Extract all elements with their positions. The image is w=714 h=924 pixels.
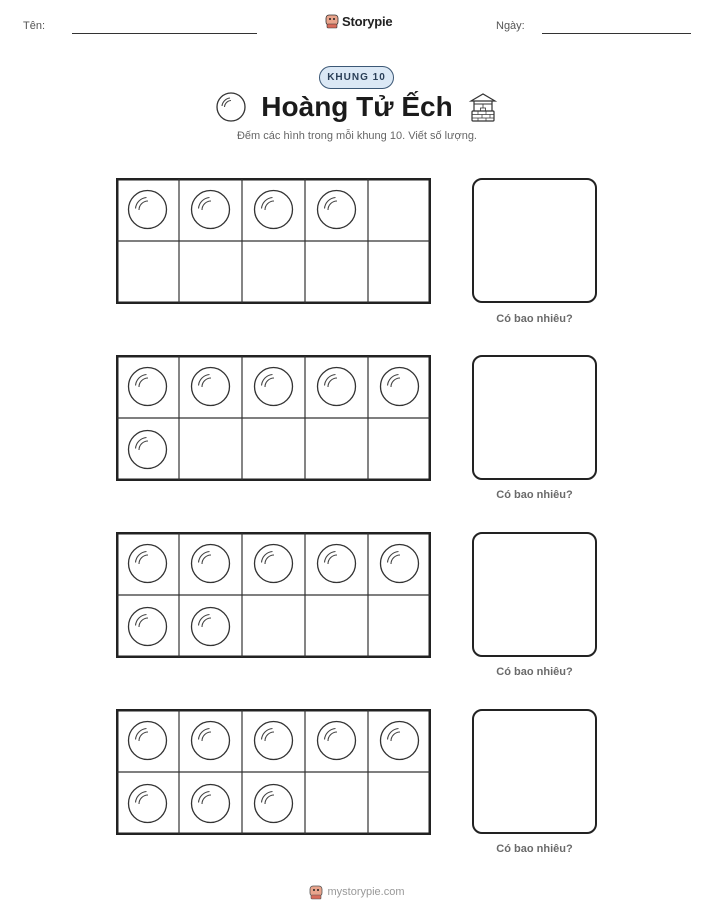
bubble-icon	[381, 722, 419, 760]
bubble-icon	[192, 368, 230, 406]
bubble-icon	[192, 722, 230, 760]
bubble-icon	[318, 191, 356, 229]
bubble-icon	[192, 191, 230, 229]
date-label: Ngày:	[496, 20, 525, 32]
bubble-icon	[318, 722, 356, 760]
bubble-icon	[192, 785, 230, 823]
section-badge: KHUNG 10	[319, 66, 394, 89]
answer-box-3[interactable]	[472, 532, 597, 657]
bubble-icon	[215, 91, 247, 123]
bubble-icon	[381, 545, 419, 583]
brand-logo	[325, 13, 392, 29]
bubble-icon	[192, 545, 230, 583]
storypie-mascot-icon	[309, 884, 323, 900]
wishing-well-icon	[467, 91, 499, 123]
name-label: Tên:	[23, 20, 46, 32]
name-line	[72, 33, 257, 34]
answer-box-4[interactable]	[472, 709, 597, 834]
bubble-icon	[381, 368, 419, 406]
bubble-icon	[129, 431, 167, 469]
ten-frame-3	[116, 532, 431, 658]
answer-box-1[interactable]	[472, 178, 597, 303]
question-label-1: Có bao nhiêu?	[496, 313, 573, 325]
bubble-icon	[129, 368, 167, 406]
bubble-icon	[255, 191, 293, 229]
bubble-icon	[255, 545, 293, 583]
storypie-mascot-icon	[325, 13, 339, 29]
bubble-icon	[129, 608, 167, 646]
bubble-icon	[129, 785, 167, 823]
instructions: Đếm các hình trong mỗi khung 10. Viết số lượng.	[236, 130, 477, 142]
brand-name: Storypie	[342, 13, 393, 29]
bubble-icon	[192, 608, 230, 646]
footer	[0, 884, 714, 900]
ten-frame-2	[116, 355, 431, 481]
date-line	[542, 33, 691, 34]
ten-frame-4	[116, 709, 431, 835]
bubble-icon	[318, 368, 356, 406]
bubble-icon	[255, 785, 293, 823]
bubble-icon	[129, 191, 167, 229]
ten-frame-1	[116, 178, 431, 304]
answer-box-2[interactable]	[472, 355, 597, 480]
bubble-icon	[129, 722, 167, 760]
bubble-icon	[255, 368, 293, 406]
bubble-icon	[318, 545, 356, 583]
title-row	[0, 88, 714, 126]
question-label-3: Có bao nhiêu?	[496, 666, 573, 678]
page-title: Hoàng Tử Ếch	[261, 91, 453, 122]
footer-url: mystorypie.com	[327, 886, 405, 898]
bubble-icon	[129, 545, 167, 583]
bubble-icon	[255, 722, 293, 760]
question-label-2: Có bao nhiêu?	[496, 489, 573, 501]
question-label-4: Có bao nhiêu?	[496, 843, 573, 855]
